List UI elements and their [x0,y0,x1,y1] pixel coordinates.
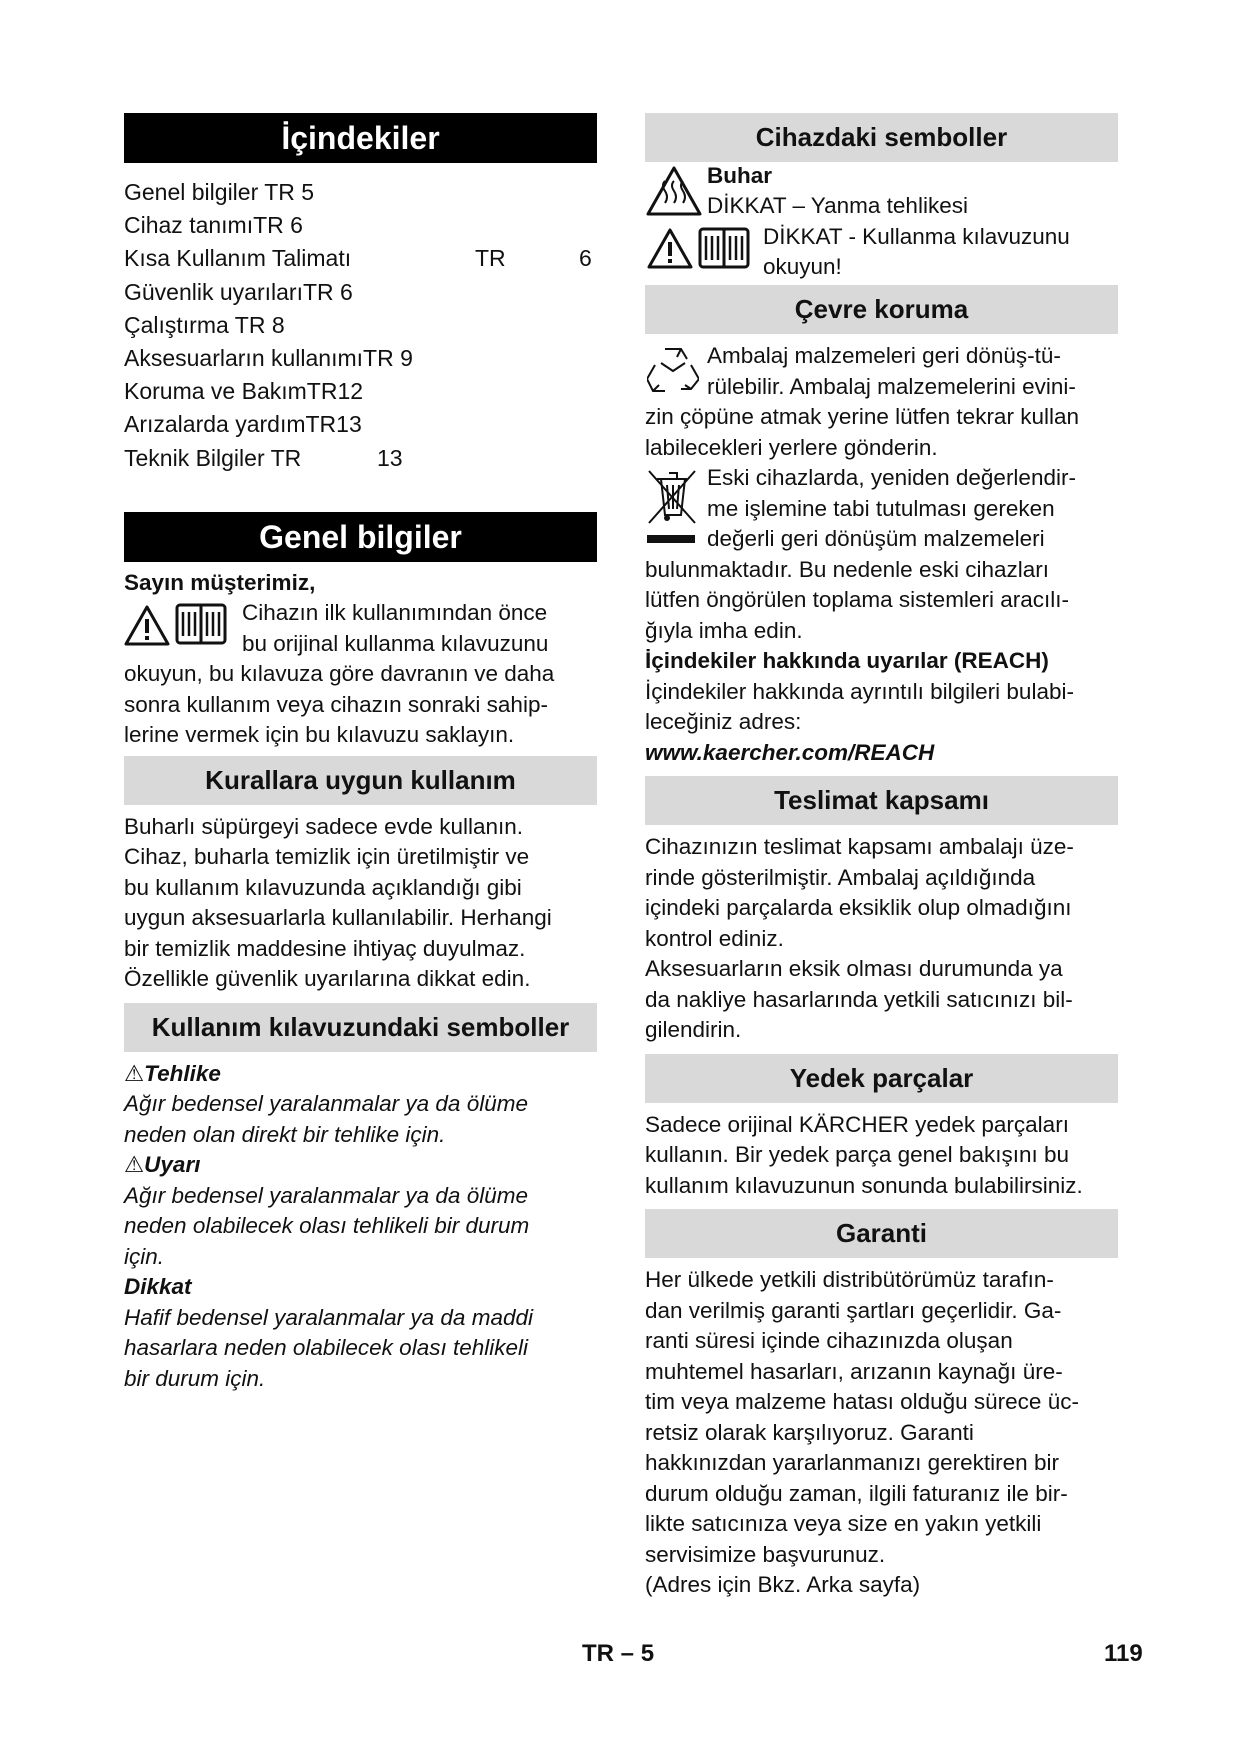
hot-steam-warning-icon [645,165,703,217]
manual-symbols-body: ⚠Tehlike Ağır bedensel yaralanmalar ya da ölüme neden olan direkt bir tehlike için. ⚠Uyarı Ağır bedensel yaralanmalar ya da ölüme neden olabilecek olası tehlikeli bir durum için. Dikkat Hafif bedensel yaralanmalar ya da maddi hasarlara neden olabilecek olası tehlikeli bir durum için. [124,1059,597,1395]
toc-title: İçindekiler [124,113,597,163]
warning-label: ⚠Uyarı [124,1152,201,1178]
delivery-title: Teslimat kapsamı [645,776,1118,825]
steam-label: Buhar [707,163,773,188]
table-of-contents [124,176,597,475]
manual-book-icon [697,226,751,270]
toc-item[interactable]: Aksesuarların kullanımıTR 9 [124,344,413,371]
read-manual-symbol [124,602,228,646]
spare-parts-title: Yedek parçalar [645,1054,1118,1103]
toc-item[interactable]: Güvenlik uyarılarıTR 6 [124,278,353,305]
device-symbols-title: Cihazdaki semboller [645,113,1118,162]
right-column [645,113,1118,1601]
page-number: 119 [1104,1640,1143,1667]
intended-use-title: Kurallara uygun kullanım [124,756,597,805]
device-symbols-body: Buhar DİKKAT – Yanma tehlikesi DİKKAT - Kullanma kılavuzunu okuyun! [645,161,1118,283]
warranty-title: Garanti [645,1209,1118,1258]
left-column [124,113,597,1394]
steam-text: DİKKAT – Yanma tehlikesi [707,193,968,218]
environment-body: Ambalaj malzemeleri geri dönüş-tü- rülebilir. Ambalaj malzemelerini evini- zin çöpüne atmak yerine lütfen tekrar kullan labilecekleri yerlere gönderin. Eski cihazlarda, yeniden değerlendir- me işlemine tabi tutulması gereken değerli geri dönüşüm malzemeleri bulunmaktadır. Bu nedenle eski cihazları lütfen öngörülen toplama sistemleri aracılı- ğıyla imha edin. İçindekiler hakkında uyarılar (REACH) İçindekiler hakkında ayrıntılı bilgileri bulabi- leceğiniz adres: www.kaercher.com/REACH [645,341,1118,768]
warranty-body: Her ülkede yetkili distribütörümüz tarafın- dan verilmiş garanti şartları geçerlidir. Ga- ranti süresi içinde cihazınızda oluşan muhtemel hasarları, arızanın kaynağı üre- tim veya malzeme hatası olduğu sürece üc- retsiz olarak karşılıyoruz. Garanti hakkınızdan yararlanmanızı gerektiren bir durum olduğu zaman, ilgili faturanız ile bir- likte satıcınıza veya size en yakın yetkili servisimize başvurunuz. (Adres için Bkz. Arka sayfa) [645,1267,1079,1597]
spare-parts-body: Sadece orijinal KÄRCHER yedek parçaları kullanın. Bir yedek parça genel bakışını bu kullanım kılavuzunun sonunda bulabilirsiniz. [645,1111,1083,1198]
footer-section-page: TR – 5 [582,1640,655,1667]
toc-item[interactable]: Çalıştırma TR 8 [124,311,285,338]
warning-triangle-icon: ⚠ [124,1152,145,1178]
warning-triangle-icon [647,228,693,269]
reach-link[interactable]: www.kaercher.com/REACH [645,739,935,765]
caution-label: Dikkat [124,1274,192,1300]
toc-item[interactable]: Kısa Kullanım Talimatı TR 6 [124,245,592,272]
delivery-body: Cihazınızın teslimat kapsamı ambalajı üze- rinde gösterilmiştir. Ambalaj açıldığında içindeki parçalarda eksiklik olup olmadığını kontrol ediniz. Aksesuarların eksik olması durumunda ya da nakliye hasarlarında yetkili satıcınızı bil- gilendirin. [645,834,1074,1042]
intended-use-body: Buharlı süpürgeyi sadece evde kullanın. Cihaz, buharla temizlik için üretilmiştir ve bu kullanım kılavuzunda açıklandığı gibi uygun aksesuarlarla kullanılabilir. Herhangi bir temizlik maddesine ihtiyaç duyulmaz. Özellikle güvenlik uyarılarına dikkat edin. [124,813,552,992]
crossed-bin-icon [645,467,699,549]
environment-title: Çevre koruma [645,285,1118,334]
general-info-body: Sayın müşterimiz, Cihazın ilk kullanımından önce bu orijinal kullanma kılavuzunu okuyun, bu kılavuza göre davranın ve daha sonra kullanım veya cihazın sonraki sahip- lerine vermek için bu kılavuzu saklayın. [124,568,597,751]
reach-heading: İçindekiler hakkında uyarılar (REACH) [645,648,1049,673]
toc-item[interactable]: Koruma ve BakımTR12 [124,378,364,405]
warning-triangle-icon: ⚠ [124,1060,145,1086]
salutation: Sayın müşterimiz, [124,569,316,595]
toc-item[interactable]: Genel bilgiler TR 5 [124,179,315,205]
toc-item[interactable]: Arızalarda yardımTR13 [124,411,362,438]
toc-item[interactable]: Cihaz tanımıTR 6 [124,212,303,239]
danger-label: ⚠Tehlike [124,1060,221,1086]
manual-symbols-title: Kullanım kılavuzundaki semboller [124,1003,597,1052]
general-info-title: Genel bilgiler [124,512,597,562]
toc-item[interactable]: Teknik Bilgiler TR 13 [124,444,403,471]
warning-triangle-icon [124,605,170,646]
manual-book-icon [174,602,228,646]
recycle-icon [647,345,699,395]
